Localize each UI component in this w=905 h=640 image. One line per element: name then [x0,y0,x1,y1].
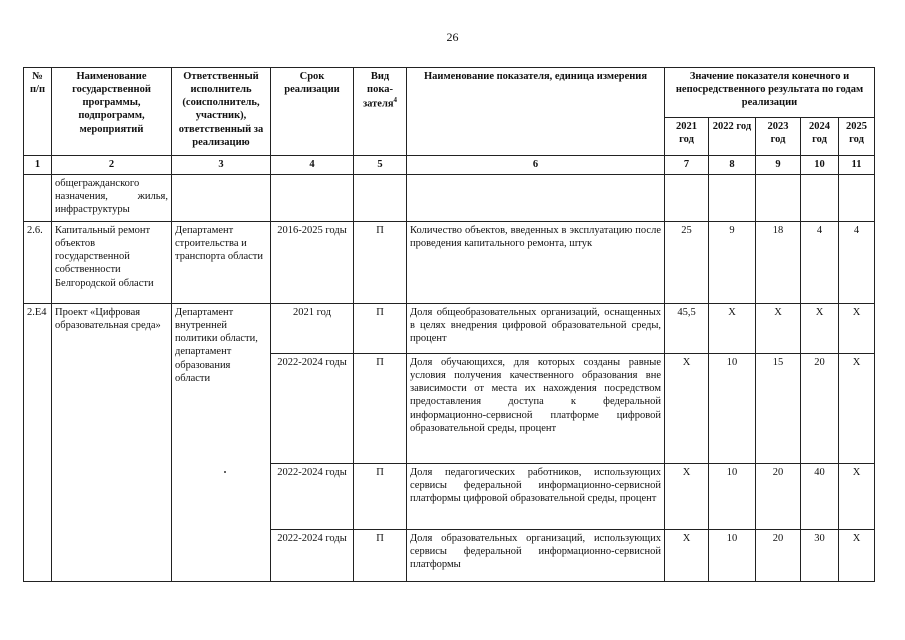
cell-value: 25 [665,222,709,304]
cell-value: 20 [756,464,801,530]
header-year: 2025 год [839,118,875,156]
column-number: 5 [354,156,407,175]
header-year: 2022 год [709,118,756,156]
cell-responsible [172,175,271,222]
cell-value: Х [801,304,839,354]
column-number: 11 [839,156,875,175]
scan-speck [224,471,226,473]
cell-program: общегражданского назначения, жилья, инфраструктуры [52,175,172,222]
cell-value: Х [839,464,875,530]
cell-indicator: Доля педагогических работников, использующих сервисы федеральной информационно-сервисной платформы цифровой образовательной среды, процент [407,464,665,530]
column-number: 8 [709,156,756,175]
cell-type: П [354,464,407,530]
cell-value [709,175,756,222]
cell-program: Проект «Цифровая образовательная среда» [52,304,172,582]
cell-indicator: Количество объектов, введенных в эксплуатацию после проведения капитального ремонта, штук [407,222,665,304]
cell-value: Х [665,530,709,582]
cell-value [756,175,801,222]
header-indicator-type-label: Вид пока-зателя [362,71,394,110]
cell-value: Х [839,304,875,354]
page-number: 26 [446,30,459,44]
cell-term: 2022-2024 годы [271,464,354,530]
cell-type: П [354,304,407,354]
table-row [24,222,875,304]
cell-value: 10 [709,530,756,582]
cell-value: 30 [801,530,839,582]
cell-value [801,175,839,222]
cell-no [24,175,52,222]
table-row [24,304,875,354]
header-year: 2023 год [756,118,801,156]
table-row [24,175,875,222]
header-responsible: Ответственный исполнитель (соисполнитель, участник), ответственный за реализацию [172,68,271,156]
header-values-title: Значение показателя конечного и непосредственного результата по годам реализации [665,68,875,118]
column-number: 3 [172,156,271,175]
header-term: Срок реализации [271,68,354,156]
header-year: 2024 год [801,118,839,156]
cell-value: 15 [756,354,801,464]
cell-value: Х [665,354,709,464]
column-number: 7 [665,156,709,175]
cell-type: П [354,222,407,304]
cell-no: 2.Е4 [24,304,52,582]
cell-term: 2022-2024 годы [271,530,354,582]
cell-value: 4 [839,222,875,304]
cell-value [839,175,875,222]
cell-value: Х [839,530,875,582]
header-indicator-type [354,68,407,156]
cell-value: 20 [756,530,801,582]
cell-type [354,175,407,222]
cell-indicator: Доля общеобразовательных организаций, оснащенных в целях внедрения цифровой образовательной среды, процент [407,304,665,354]
cell-value: 9 [709,222,756,304]
cell-value: 18 [756,222,801,304]
cell-value: Х [665,464,709,530]
footnote-mark: 4 [393,96,398,105]
column-number: 10 [801,156,839,175]
cell-term: 2022-2024 годы [271,354,354,464]
cell-no: 2.6. [24,222,52,304]
column-number: 9 [756,156,801,175]
cell-indicator: Доля обучающихся, для которых созданы равные условия получения качественного образования вне зависимости от места их нахождения посредством предоставления доступа к федеральной информационно-сервисной платформе цифровой образовательной среды, процент [407,354,665,464]
cell-program: Капитальный ремонт объектов государственной собственности Белгородской области [52,222,172,304]
cell-indicator [407,175,665,222]
cell-type: П [354,530,407,582]
cell-term [271,175,354,222]
cell-term: 2021 год [271,304,354,354]
cell-responsible: Департамент внутренней политики области, департамент образования области [172,304,271,582]
cell-type: П [354,354,407,464]
column-number: 6 [407,156,665,175]
column-number: 4 [271,156,354,175]
column-number-row [24,156,875,175]
cell-value: 20 [801,354,839,464]
cell-value: Х [709,304,756,354]
cell-responsible: Департамент строительства и транспорта области [172,222,271,304]
header-program: Наименование государственной программы, подпрограмм, мероприятий [52,68,172,156]
cell-value: Х [839,354,875,464]
cell-term: 2016-2025 годы [271,222,354,304]
cell-value: 40 [801,464,839,530]
column-number: 2 [52,156,172,175]
cell-value [665,175,709,222]
indicators-table [23,67,875,582]
header-indicator-name: Наименование показателя, единица измерения [407,68,665,156]
header-year: 2021 год [665,118,709,156]
cell-indicator: Доля образовательных организаций, использующих сервисы федеральной информационно-сервисной платформы [407,530,665,582]
cell-value: 45,5 [665,304,709,354]
cell-value: 10 [709,464,756,530]
cell-value: Х [756,304,801,354]
header-no: № п/п [24,68,52,156]
cell-value: 10 [709,354,756,464]
cell-value: 4 [801,222,839,304]
column-number: 1 [24,156,52,175]
